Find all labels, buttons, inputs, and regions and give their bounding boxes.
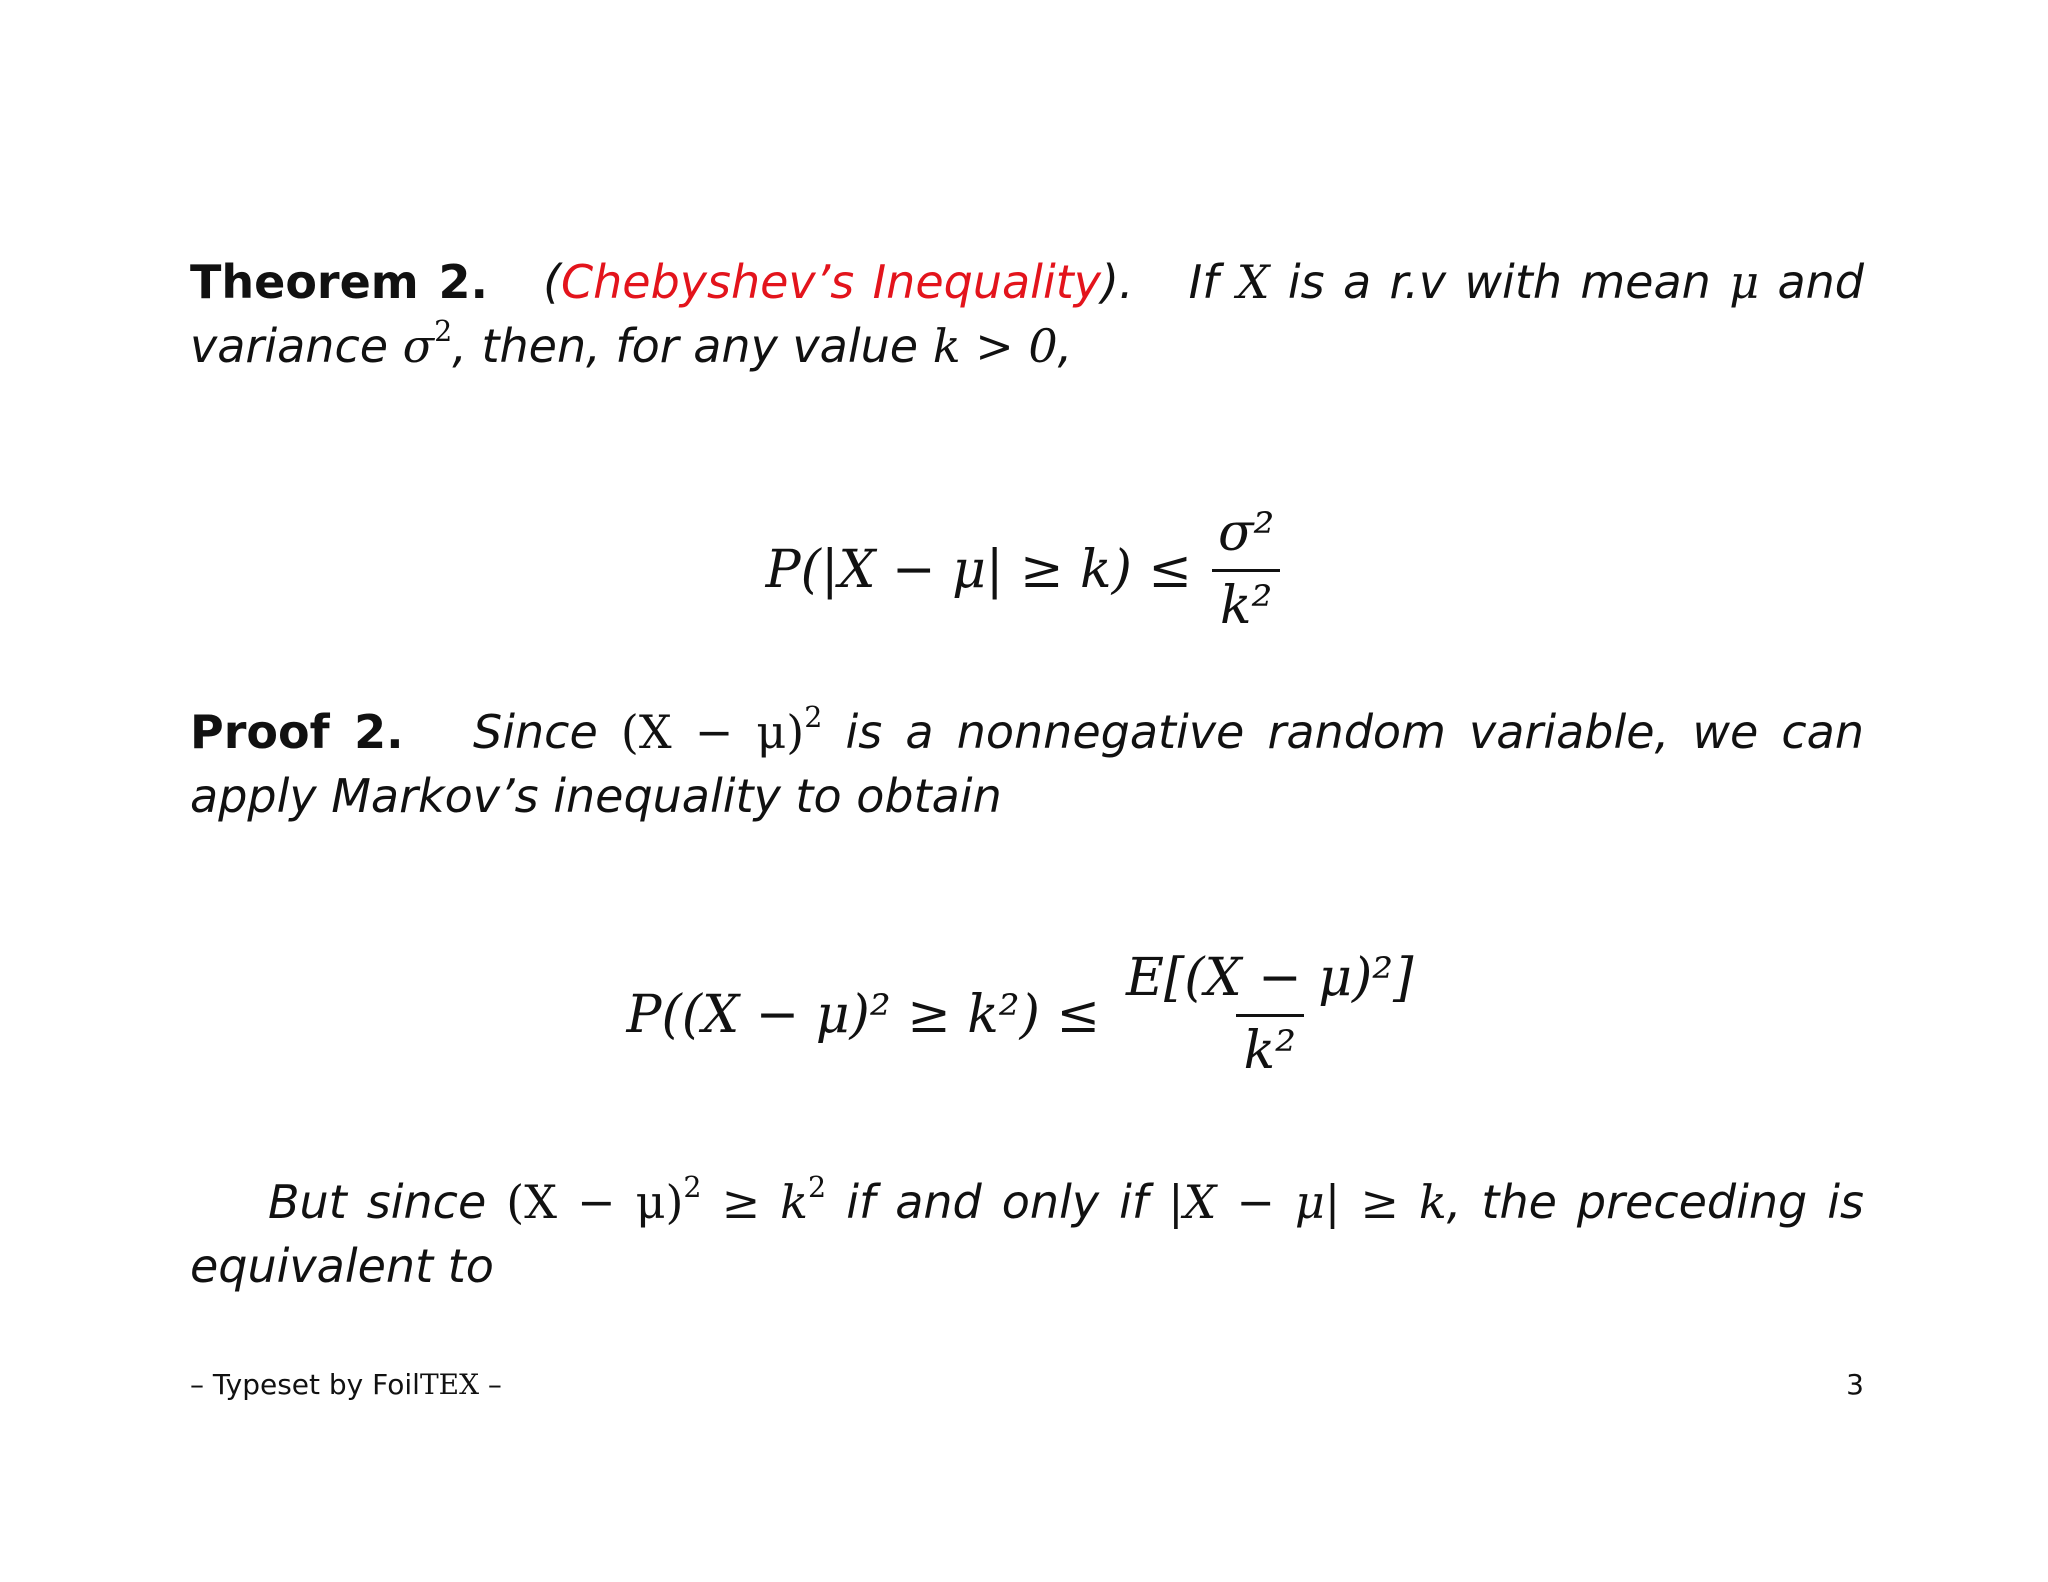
equation-2-numerator: E[(X − μ)²]	[1126, 948, 1414, 1009]
equation-1-numerator: σ²	[1217, 503, 1275, 564]
page-number: 3	[1846, 1368, 1864, 1401]
equation-1-lhs: P(|X − μ| ≥ k) ≤	[765, 540, 1192, 600]
after-text-3: , the preceding is equivalent to	[190, 1175, 1865, 1293]
proof-exponent: 2	[804, 701, 823, 735]
equation-2-fraction	[1118, 950, 1421, 1079]
theorem-text-4: , then, for any value	[452, 319, 919, 373]
proof-text-2: is a nonnegative random variable, we can apply Markov’s inequality to obtain	[190, 705, 1865, 823]
proof-paragraph	[190, 700, 1864, 828]
equation-1-fraction	[1210, 505, 1282, 634]
equation-1-denominator: k²	[1212, 569, 1280, 635]
theorem-text-2: is a r.v with mean	[1287, 255, 1711, 309]
theorem-name: Chebyshev’s Inequality	[561, 255, 1101, 309]
chebyshev-equation	[0, 505, 2048, 635]
proof-expression: (X − μ)	[620, 705, 805, 759]
after-text-1: But since	[268, 1175, 487, 1229]
theorem-close-paren: ).	[1100, 255, 1134, 309]
equation-2-denominator: k²	[1236, 1014, 1304, 1080]
after-expression-1: (X − μ)	[506, 1175, 684, 1229]
page-footer	[190, 1368, 1864, 1401]
after-ge: ≥ k	[701, 1175, 809, 1229]
theorem-var-mu: μ	[1729, 255, 1760, 309]
proof-text-1: Since	[473, 705, 598, 759]
footer-credit-suffix: –	[479, 1368, 502, 1401]
after-exponent-a: 2	[683, 1171, 702, 1205]
theorem-condition: k > 0	[932, 319, 1058, 373]
footer-credit-prefix: – Typeset by Foil	[190, 1368, 420, 1401]
after-exponent-b: 2	[808, 1171, 827, 1205]
footer-credit-tex: TEX	[419, 1368, 480, 1401]
theorem-text-3: and variance	[190, 255, 1864, 373]
theorem-paragraph	[190, 250, 1864, 378]
after-expression-2: |X − μ| ≥ k	[1168, 1175, 1447, 1229]
proof-label: Proof 2.	[190, 705, 404, 759]
theorem-var-sigma: σ	[402, 319, 435, 373]
theorem-open-paren: (	[543, 255, 562, 309]
markov-equation	[0, 950, 2048, 1080]
continuation-paragraph	[190, 1170, 1864, 1298]
after-text-2: if and only if	[846, 1175, 1149, 1229]
theorem-label: Theorem 2.	[190, 255, 488, 309]
theorem-text-1: If	[1188, 255, 1219, 309]
equation-2-lhs: P((X − μ)² ≥ k²) ≤	[626, 985, 1101, 1045]
theorem-sigma-exponent: 2	[434, 315, 453, 349]
theorem-text-5: ,	[1057, 319, 1073, 373]
theorem-var-x: X	[1236, 255, 1270, 309]
footer-credit	[190, 1368, 502, 1401]
